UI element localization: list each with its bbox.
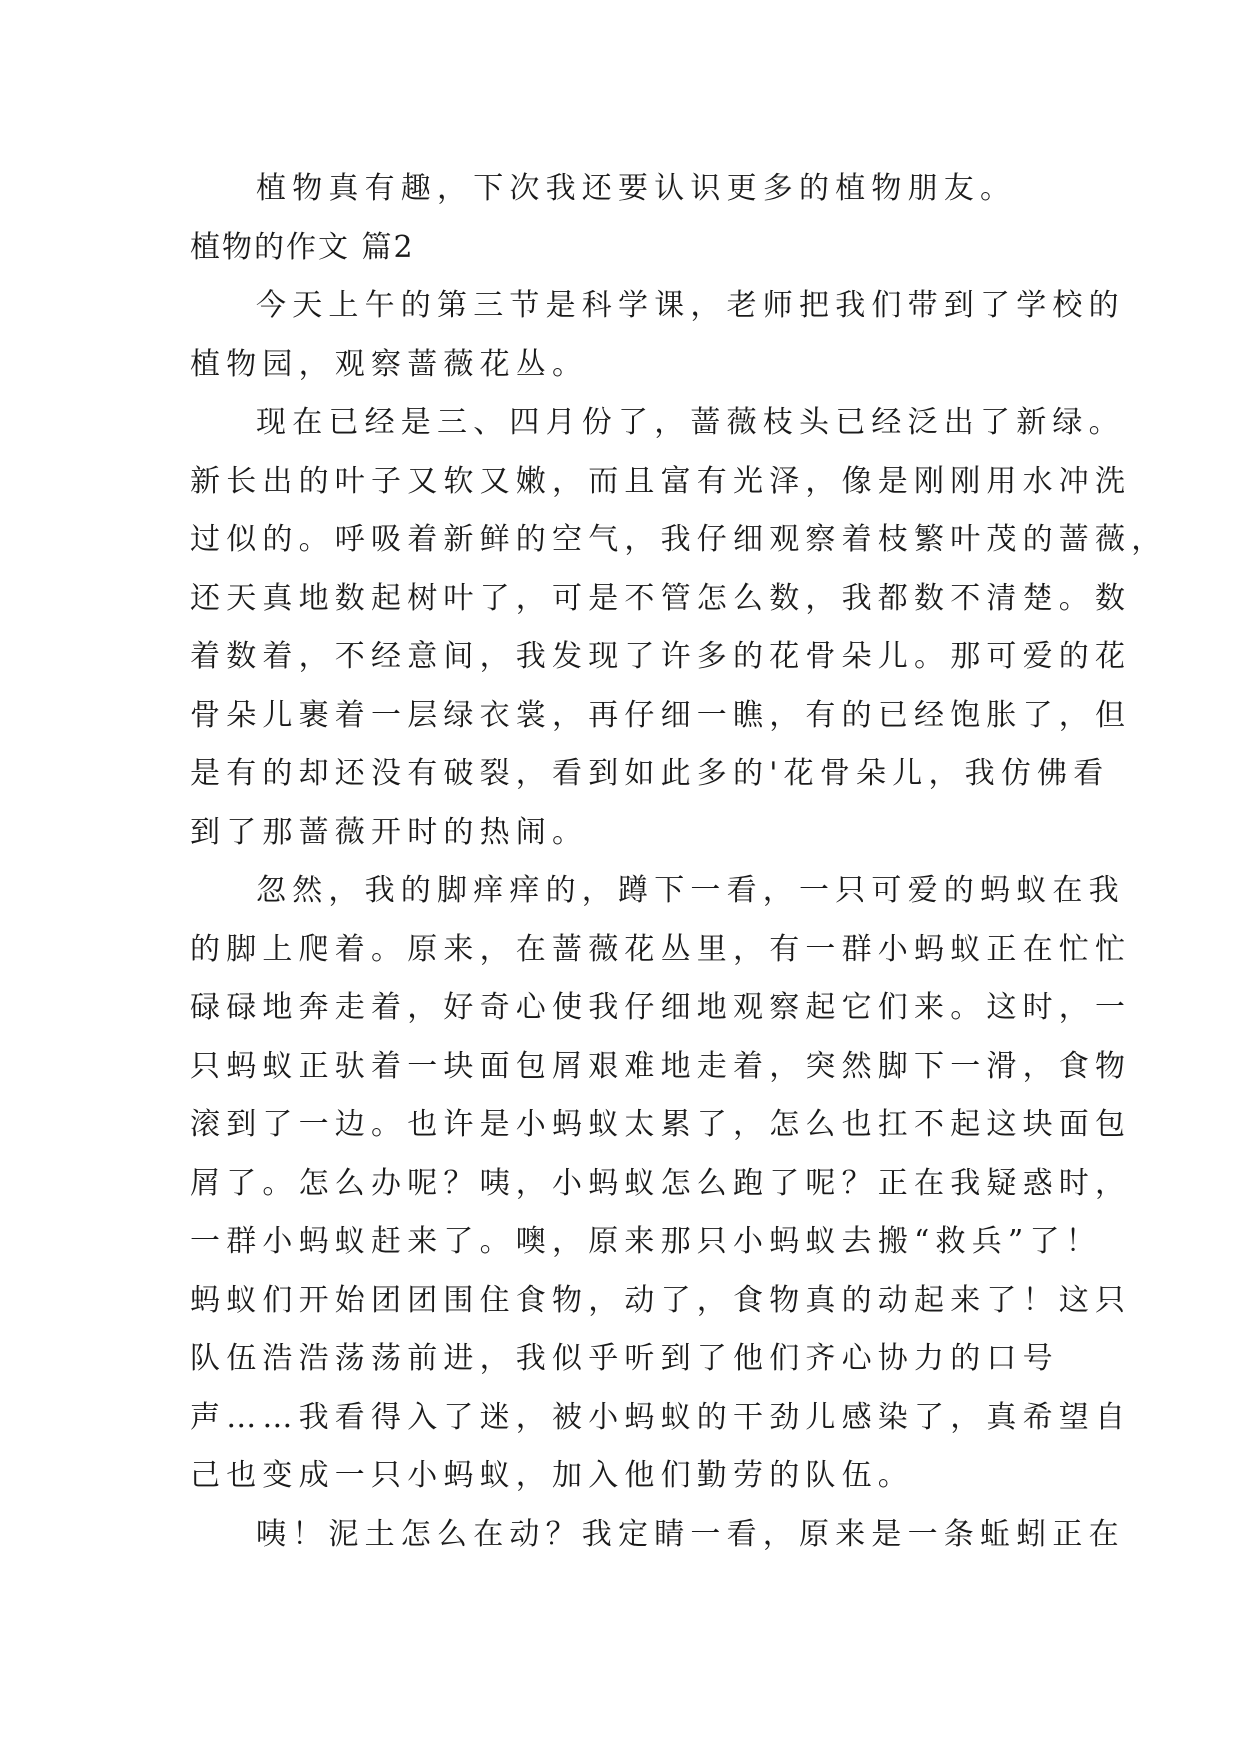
text-line: 咦！泥土怎么在动？我定睛一看，原来是一条蚯蚓正在 [256,1516,1125,1552]
text-line: 还天真地数起树叶了，可是不管怎么数，我都数不清楚。数 [190,580,1132,616]
text-line: 的脚上爬着。原来，在蔷薇花丛里，有一群小蚂蚁正在忙忙 [190,931,1132,967]
text-line: 忽然，我的脚痒痒的，蹲下一看，一只可爱的蚂蚁在我 [256,873,1125,908]
text-line: 碌碌地奔走着，好奇心使我仔细地观察起它们来。这时，一 [190,990,1132,1025]
text-line: 植物园，观察蔷薇花丛。 [190,346,589,382]
text-line: 新长出的叶子又软又嫩，而且富有光泽，像是刚刚用水冲洗 [190,463,1132,499]
text-line: 队伍浩浩荡荡前进，我似乎听到了他们齐心协力的口号 [190,1341,1059,1376]
text-line: 滚到了一边。也许是小蚂蚁太累了，怎么也扛不起这块面包 [190,1107,1132,1142]
text-line: 蚂蚁们开始团团围住食物，动了，食物真的动起来了！这只 [190,1282,1132,1318]
text-line: 是有的却还没有破裂，看到如此多的'花骨朵儿，我仿佛看 [190,756,1110,791]
text-line: 到了那蔷薇开时的热闹。 [190,814,589,850]
text-line: 过似的。呼吸着新鲜的空气，我仔细观察着枝繁叶茂的蔷薇， [190,522,1168,557]
text-line: 着数着，不经意间，我发现了许多的花骨朵儿。那可爱的花 [190,639,1132,674]
text-line: 骨朵儿裹着一层绿衣裳，再仔细一瞧，有的已经饱胀了，但 [190,697,1132,733]
text-line: 声……我看得入了迷，被小蚂蚁的干劲儿感染了，真希望自 [190,1399,1132,1435]
document-body [190,160,1168,1564]
text-line: 屑了。怎么办呢？咦，小蚂蚁怎么跑了呢？正在我疑惑时， [190,1165,1132,1201]
text-line: 植物真有趣，下次我还要认识更多的植物朋友。 [256,171,1017,206]
section-heading: 植物的作文 篇2 [190,229,415,265]
text-line: 己也变成一只小蚂蚁，加入他们勤劳的队伍。 [190,1458,914,1493]
text-line: 今天上午的第三节是科学课，老师把我们带到了学校的 [256,288,1125,323]
text-line: 只蚂蚁正驮着一块面包屑艰难地走着，突然脚下一滑，食物 [190,1048,1132,1084]
text-line: 一群小蚂蚁赶来了。噢，原来那只小蚂蚁去搬“救兵”了！ [190,1224,1102,1259]
text-line: 现在已经是三、四月份了，蔷薇枝头已经泛出了新绿。 [256,405,1125,440]
